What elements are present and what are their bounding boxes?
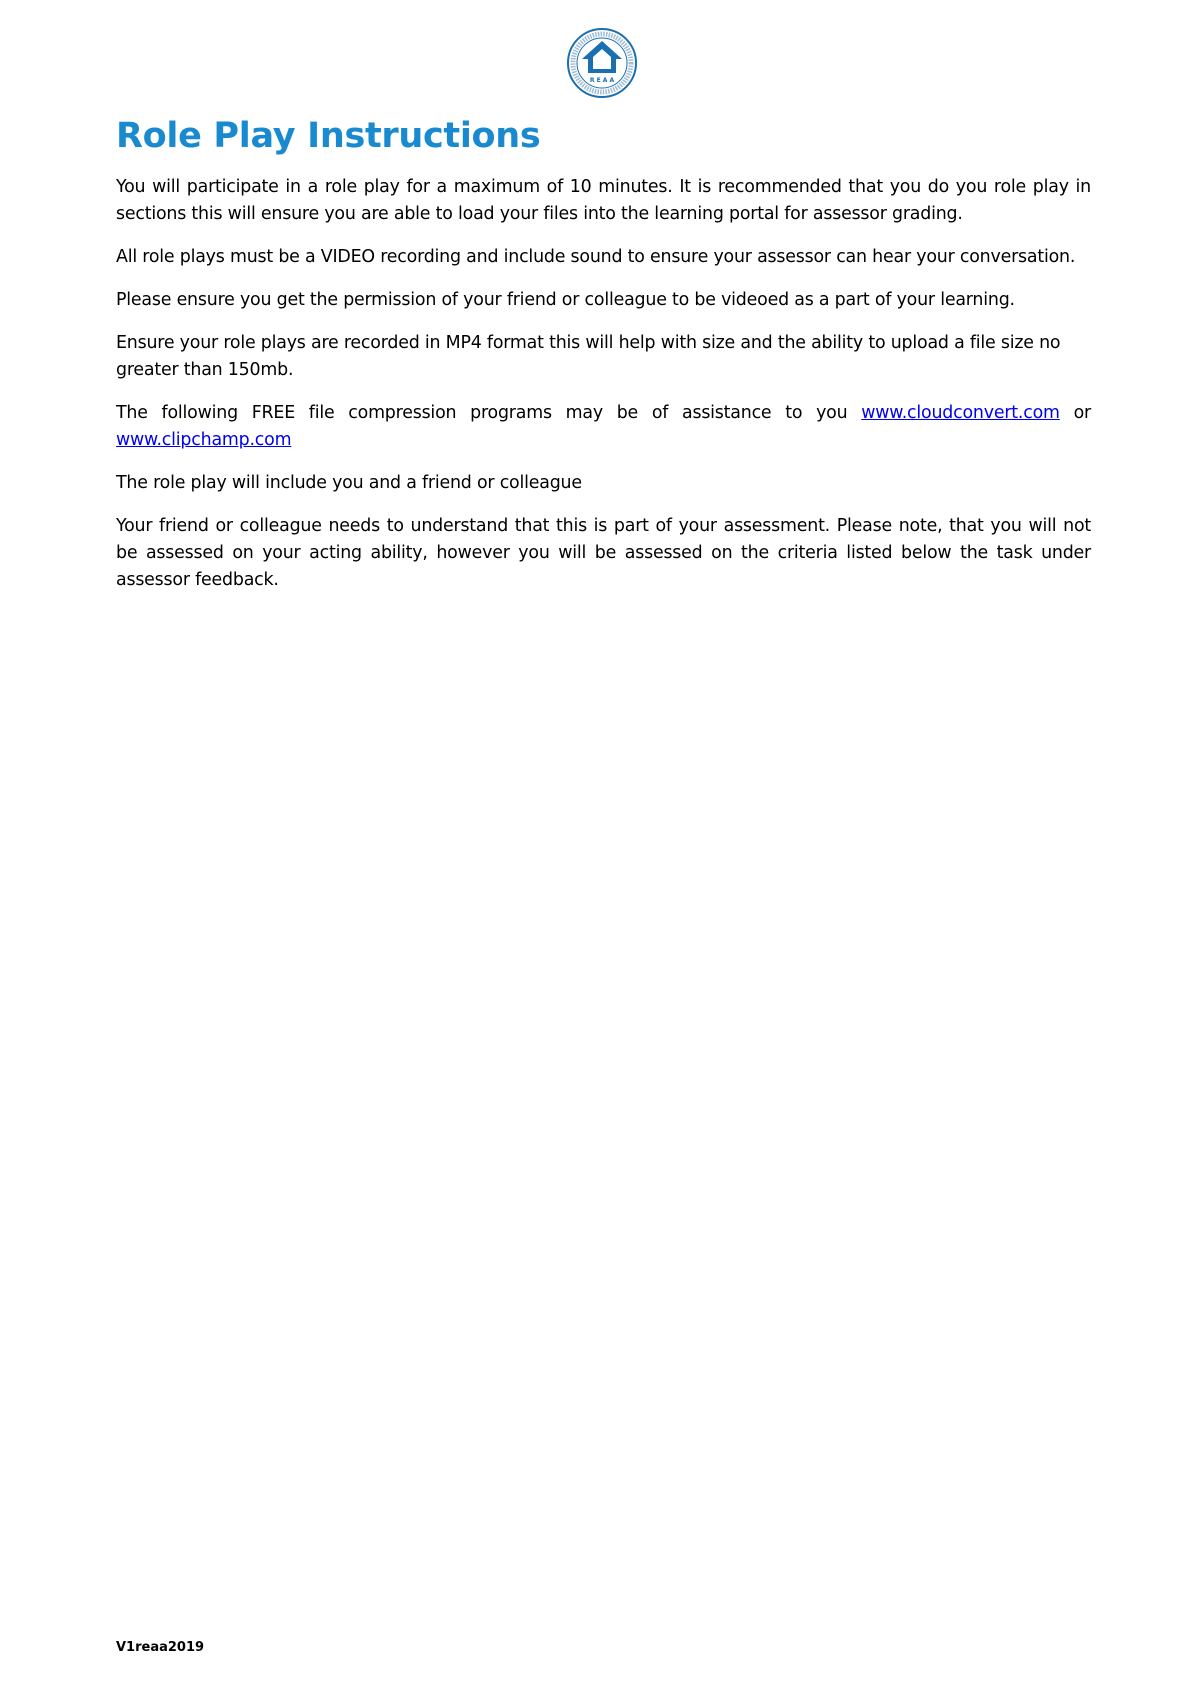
page-title: Role Play Instructions	[116, 116, 541, 156]
compression-intro-text: The following FREE file compression programs may be of assistance to you	[116, 403, 862, 423]
clipchamp-link[interactable]: www.clipchamp.com	[116, 430, 292, 450]
paragraph-permission: Please ensure you get the permission of your friend or colleague to be videoed as a part of your learning.	[116, 290, 1015, 310]
organization-logo	[566, 27, 638, 99]
paragraph-assessment-note: Your friend or colleague needs to understand that this is part of your assessment. Please note, that you will not be assessed on your acting ability, however you will be assessed on the criteria listed below the task under assessor feedback.	[116, 516, 1091, 590]
paragraph-compression-programs	[116, 400, 1091, 454]
paragraph-role-play-participants: The role play will include you and a friend or colleague	[116, 473, 582, 493]
house-seal-logo-icon	[566, 27, 638, 99]
main-content	[116, 112, 1091, 610]
logo-letters: R E A A	[589, 77, 615, 84]
version-footer: V1reaa2019	[116, 1640, 205, 1655]
paragraph-duration: You will participate in a role play for a maximum of 10 minutes. It is recommended that you do you role play in sections this will ensure you are able to load your files into the learning portal for assessor grading.	[116, 177, 1091, 224]
cloudconvert-link[interactable]: www.cloudconvert.com	[861, 403, 1060, 423]
compression-joiner-text: or	[1059, 403, 1091, 423]
paragraph-video-recording: All role plays must be a VIDEO recording and include sound to ensure your assessor can hear your conversation.	[116, 247, 1076, 267]
paragraph-format: Ensure your role plays are recorded in MP4 format this will help with size and the ability to upload a file size no greater than 150mb.	[116, 333, 1061, 380]
